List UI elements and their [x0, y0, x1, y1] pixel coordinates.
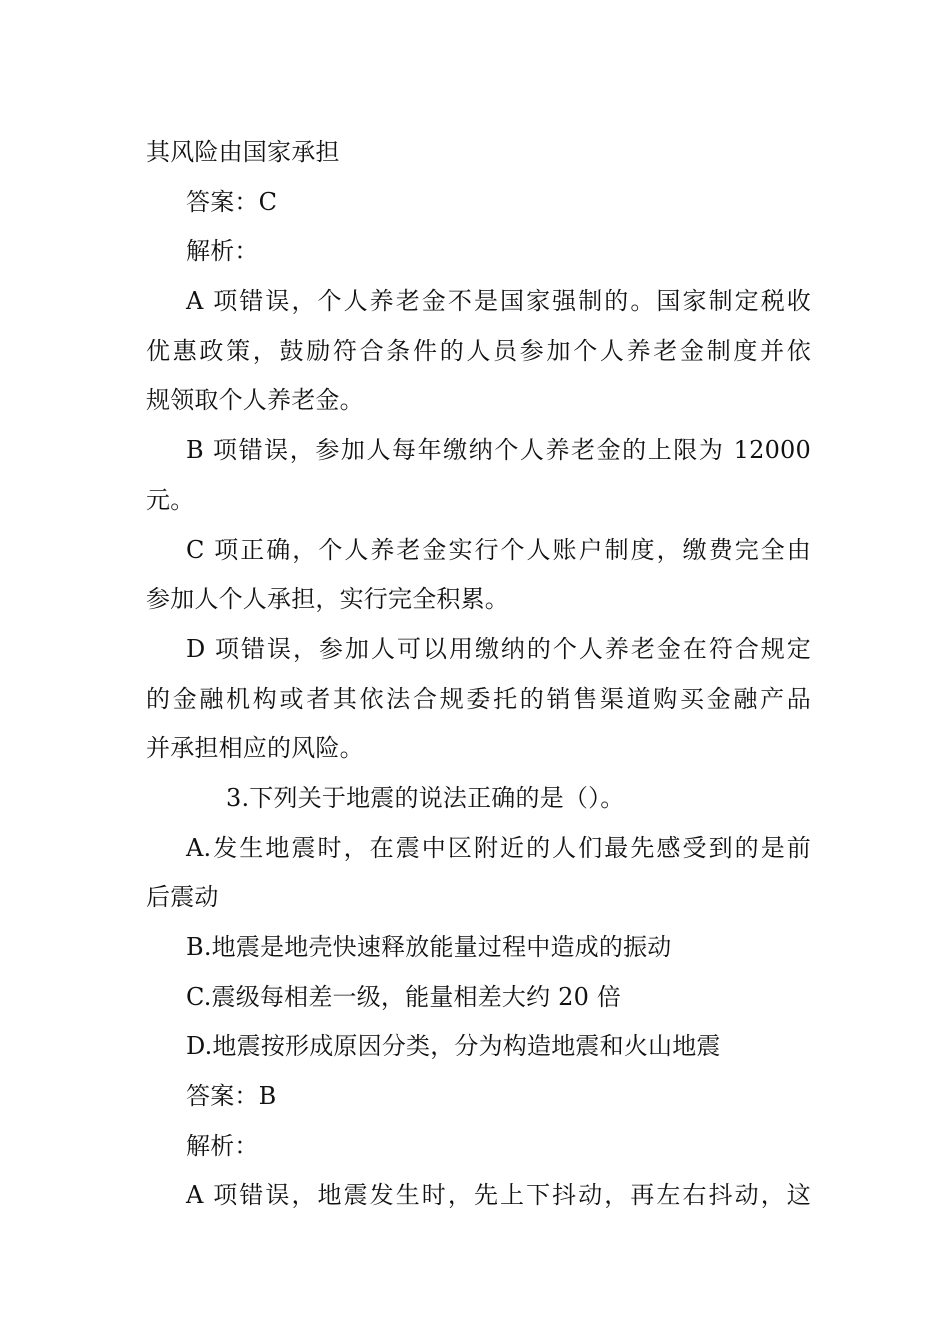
text-line-continuation: 其风险由国家承担 [146, 138, 340, 166]
analysis-label: 解析： [186, 237, 259, 266]
analysis-a-line-3: 规领取个人养老金。 [146, 386, 364, 415]
answer-line: 答案：C [186, 187, 278, 216]
analysis-c-line-1: C 项正确，个人养老金实行个人账户制度，缴费完全由 [186, 535, 811, 564]
analysis-d-line-2: 的金融机构或者其依法合规委托的销售渠道购买金融产品 [146, 684, 811, 713]
analysis-d-line-3: 并承担相应的风险。 [146, 734, 364, 763]
option-a-line-2: 后震动 [146, 883, 219, 912]
option-a-line-1: A.发生地震时，在震中区附近的人们最先感受到的是前 [186, 833, 811, 862]
analysis-q3-a-line-1: A 项错误，地震发生时，先上下抖动，再左右抖动，这 [186, 1181, 811, 1210]
analysis-a-line-2: 优惠政策，鼓励符合条件的人员参加个人养老金制度并依 [146, 336, 811, 365]
analysis-label-2: 解析： [186, 1131, 259, 1160]
document-page [146, 128, 811, 1221]
analysis-a-line-1: A 项错误，个人养老金不是国家强制的。国家制定税收 [186, 287, 811, 316]
option-c: C.震级每相差一级，能量相差大约 20 倍 [186, 982, 622, 1011]
option-b: B.地震是地壳快速释放能量过程中造成的振动 [186, 933, 672, 961]
answer-line-2: 答案：B [186, 1082, 277, 1111]
analysis-b-line-2: 元。 [146, 485, 195, 514]
analysis-d-line-1: D 项错误，参加人可以用缴纳的个人养老金在符合规定 [186, 634, 811, 663]
option-d: D.地震按形成原因分类，分为构造地震和火山地震 [186, 1032, 721, 1061]
analysis-b-line-1: B 项错误，参加人每年缴纳个人养老金的上限为 12000 [186, 436, 811, 465]
question-3-title: 3.下列关于地震的说法正确的是（）。 [226, 783, 625, 812]
analysis-c-line-2: 参加人个人承担，实行完全积累。 [146, 585, 509, 614]
